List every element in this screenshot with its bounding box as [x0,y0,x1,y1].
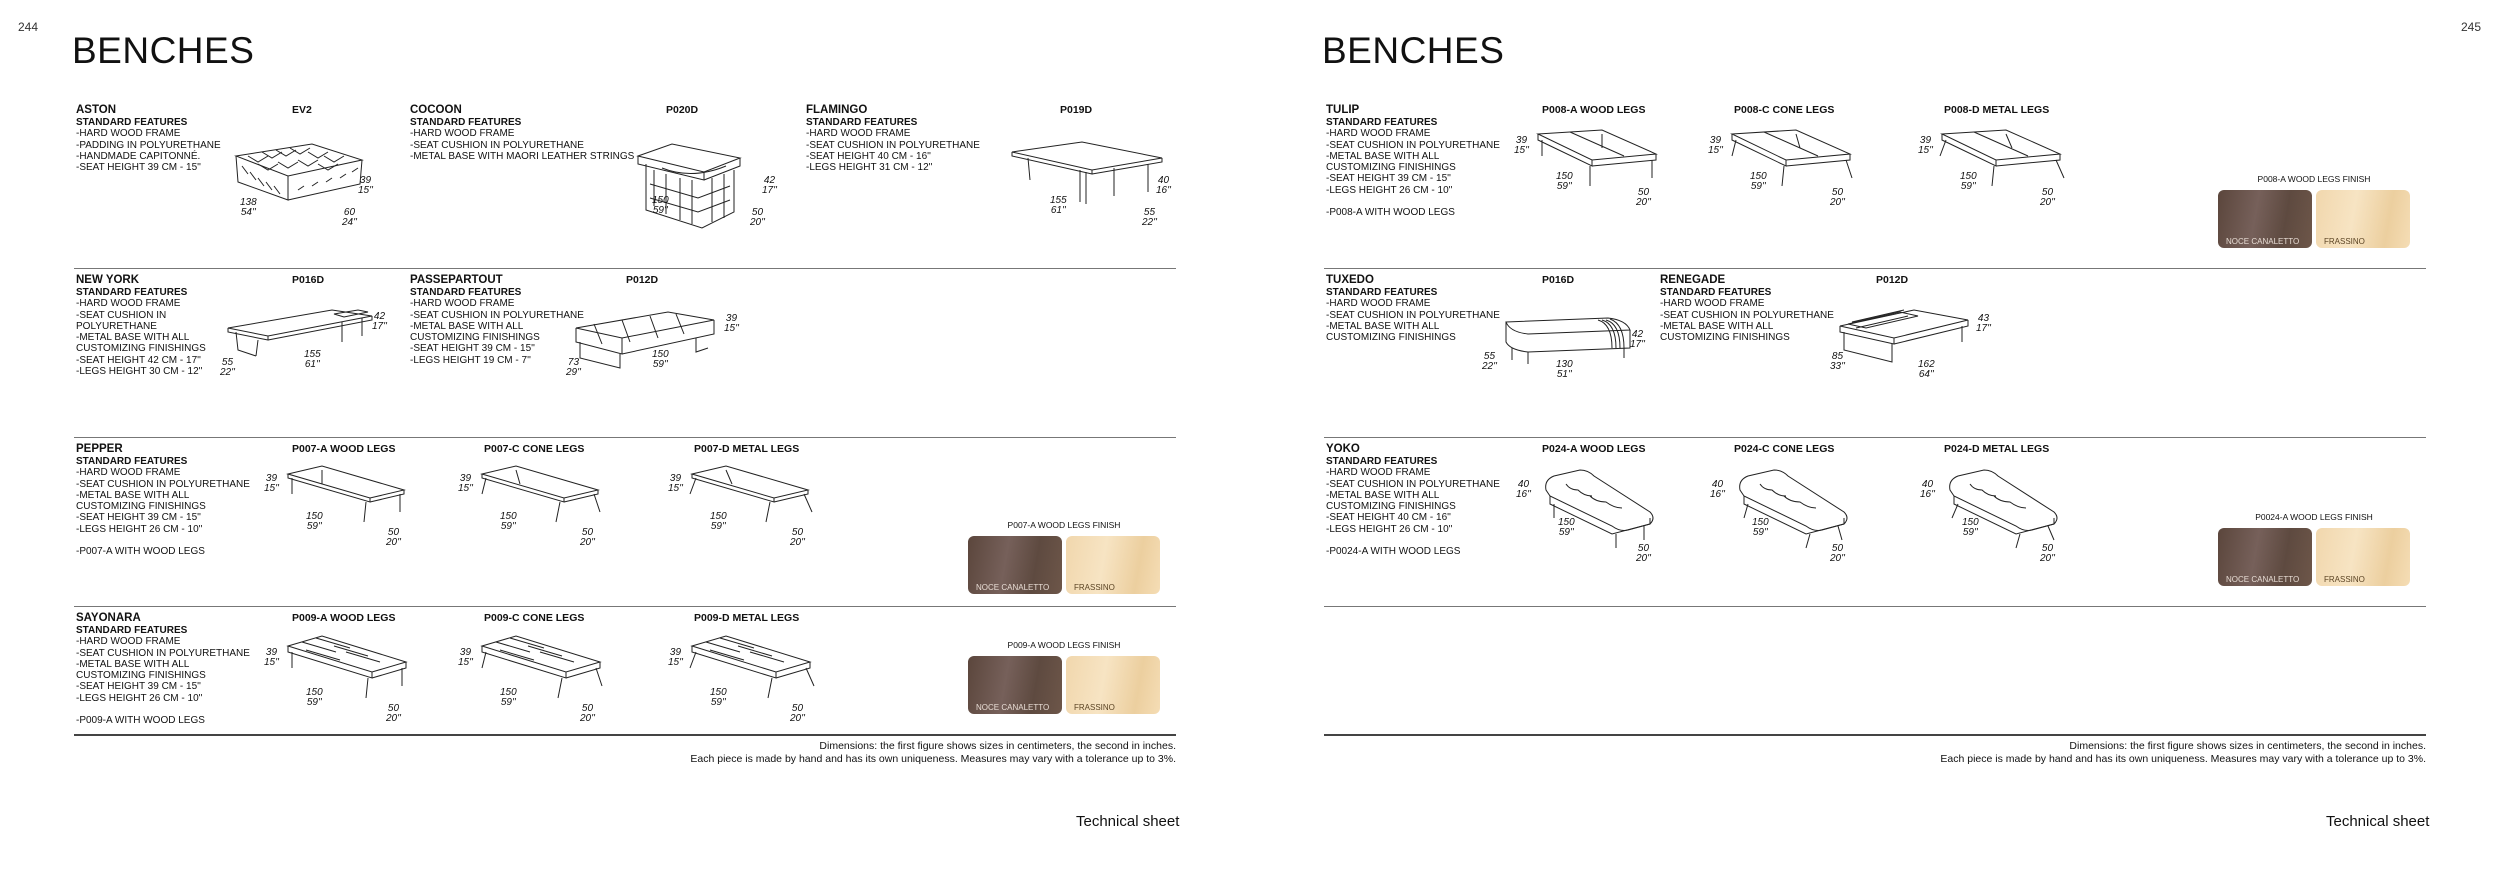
feature-item: -HARD WOOD FRAME [1326,128,1431,140]
tulip-cone-legs-sketch [1726,126,1856,192]
dimension-height: 39 15'' [1918,135,1933,156]
product-new-york [76,274,206,377]
dimension-depth: 50 20'' [750,207,765,228]
product-name: RENEGADE [1660,274,1726,286]
swatch-frassino[interactable] [2316,528,2410,586]
swatch-label: NOCE CANALETTO [976,703,1050,712]
renegade-bench-sketch [1834,302,1974,370]
page-number: 245 [2460,20,2481,34]
dimension-height: 39 15'' [264,473,279,494]
dimension-width: 130 51'' [1556,359,1573,380]
product-code: P024-C CONE LEGS [1734,443,1835,455]
features-title: STANDARD FEATURES [76,456,188,467]
cocoon-bench-sketch [632,140,752,235]
feature-item: -SEAT HEIGHT 40 CM - 16'' [806,150,931,162]
features-title: STANDARD FEATURES [410,117,522,128]
features-title: STANDARD FEATURES [76,287,188,298]
dimension-height: 40 16'' [1156,175,1171,196]
feature-item: -SEAT HEIGHT 40 CM - 16'' [1326,512,1451,524]
feature-item: -SEAT CUSHION IN POLYURETHANE [1326,478,1500,490]
product-note: -P0024-A WITH WOOD LEGS [1326,546,1461,558]
row-divider [74,268,1176,269]
dimension-height: 39 15'' [1708,135,1723,156]
features-title: STANDARD FEATURES [76,625,188,636]
dimension-height: 39 15'' [668,473,683,494]
dimension-width: 150 59'' [1558,517,1575,538]
feature-item: -SEAT CUSHION IN POLYURETHANE [1660,309,1834,321]
feature-item: -METAL BASE WITH ALL [76,332,190,344]
feature-item: -SEAT HEIGHT 42 CM - 17'' [76,354,201,366]
dimension-width: 150 59'' [652,195,669,216]
pepper-wood-legs-sketch [282,464,412,530]
dimension-width: 150 59'' [1960,171,1977,192]
feature-item: CUSTOMIZING FINISHINGS [1326,162,1456,174]
dimensions-footnote [1826,740,2426,766]
dimension-height: 42 17'' [372,311,387,332]
dimension-width: 150 59'' [500,687,517,708]
yoko-wood-legs-sketch [1540,466,1660,552]
dimension-height: 39 15'' [458,647,473,668]
product-code: P007-A WOOD LEGS [292,443,396,455]
dimension-height: 39 15'' [668,647,683,668]
dimension-height: 40 16'' [1710,479,1725,500]
product-sayonara [76,612,250,726]
dimension-depth: 50 20'' [1830,187,1845,208]
product-code: P016D [1542,274,1575,286]
dimension-height: 39 15'' [458,473,473,494]
dimension-depth: 73 29'' [566,357,581,378]
product-name: ASTON [76,104,117,116]
tulip-metal-legs-sketch [1936,126,2066,192]
feature-item: CUSTOMIZING FINISHINGS [1326,332,1456,344]
feature-item: CUSTOMIZING FINISHINGS [1660,332,1790,344]
product-note: -P009-A WITH WOOD LEGS [76,715,205,727]
dimension-height: 42 17'' [1630,329,1645,350]
wood-finish-panel [2218,512,2410,588]
footnote-line: Dimensions: the first figure shows sizes in centimeters, the second in inches. [2069,740,2426,752]
feature-item: -METAL BASE WITH ALL [1326,489,1440,501]
swatch-noce-canaletto[interactable] [2218,528,2312,586]
swatch-frassino[interactable] [1066,536,1160,594]
feature-item: -LEGS HEIGHT 26 CM - 10'' [1326,184,1453,196]
bottom-rule [1324,734,2426,736]
footer-label: Technical sheet [2326,813,2430,830]
page-title: BENCHES [72,30,255,71]
dimension-width: 150 59'' [1750,171,1767,192]
swatch-label: FRASSINO [2324,237,2365,246]
yoko-cone-legs-sketch [1734,466,1854,552]
feature-item: -HARD WOOD FRAME [410,128,515,140]
feature-item: CUSTOMIZING FINISHINGS [76,670,206,682]
features-title: STANDARD FEATURES [76,117,188,128]
dimension-depth: 50 20'' [790,527,805,548]
dimension-width: 150 59'' [710,511,727,532]
dimension-height: 40 16'' [1516,479,1531,500]
features-title: STANDARD FEATURES [1326,456,1438,467]
product-code: P009-D METAL LEGS [694,612,800,624]
dimension-depth: 50 20'' [790,703,805,724]
product-tulip [1326,104,1500,218]
dimension-width: 150 59'' [652,349,669,370]
product-code: P016D [292,274,325,286]
left-page [0,0,1249,877]
product-name: FLAMINGO [806,104,868,116]
product-code: P008-D METAL LEGS [1944,104,2050,116]
features-title: STANDARD FEATURES [806,117,918,128]
product-name: NEW YORK [76,274,140,286]
feature-item: -HARD WOOD FRAME [76,298,181,310]
dimension-width: 162 64'' [1918,359,1935,380]
product-name: PASSEPARTOUT [410,274,503,286]
dimension-width: 150 59'' [306,687,323,708]
dimension-depth: 50 20'' [2040,187,2055,208]
feature-item: CUSTOMIZING FINISHINGS [76,501,206,513]
product-name: PEPPER [76,443,123,455]
feature-item: -METAL BASE WITH ALL [1326,150,1440,162]
feature-item: -HANDMADE CAPITONNÉ. [76,150,201,162]
feature-item: -METAL BASE WITH ALL [410,320,524,332]
feature-item: -SEAT HEIGHT 39 CM - 15'' [76,681,201,693]
bottom-rule [74,734,1176,736]
footnote-line: Each piece is made by hand and has its own uniqueness. Measures may vary with a tolerance up to 3%. [690,753,1176,765]
page-title: BENCHES [1322,30,1505,71]
feature-item: -SEAT CUSHION IN POLYURETHANE [76,478,250,490]
feature-item: -SEAT CUSHION IN [76,309,167,321]
product-code: P024-A WOOD LEGS [1542,443,1646,455]
product-renegade [1660,274,1834,343]
product-code: P009-A WOOD LEGS [292,612,396,624]
product-code: P012D [626,274,659,286]
feature-item: -LEGS HEIGHT 31 CM - 12'' [806,162,933,174]
product-cocoon [410,104,634,162]
feature-item: -SEAT CUSHION IN POLYURETHANE [410,309,584,321]
footer-label: Technical sheet [1076,813,1180,830]
sayonara-wood-legs-sketch [282,634,412,704]
product-name: COCOON [410,104,462,116]
feature-item: -LEGS HEIGHT 19 CM - 7'' [410,354,531,366]
finish-title: P008-A WOOD LEGS FINISH [2257,174,2371,184]
feature-item: -HARD WOOD FRAME [76,636,181,648]
swatch-label: NOCE CANALETTO [2226,237,2300,246]
row-divider [74,606,1176,607]
features-title: STANDARD FEATURES [1660,287,1772,298]
product-name: SAYONARA [76,612,141,624]
dimension-depth: 50 20'' [1830,543,1845,564]
sayonara-metal-legs-sketch [686,634,816,704]
product-code: P020D [666,104,699,116]
feature-item: -METAL BASE WITH ALL [1326,320,1440,332]
new-york-bench-sketch [222,306,382,366]
row-divider [1324,268,2426,269]
feature-item: -HARD WOOD FRAME [1326,298,1431,310]
dimension-height: 42 17'' [762,175,777,196]
feature-item: -SEAT CUSHION IN POLYURETHANE [1326,139,1500,151]
features-title: STANDARD FEATURES [1326,117,1438,128]
swatch-label: FRASSINO [1074,583,1115,592]
dimension-depth: 50 20'' [2040,543,2055,564]
feature-item: -HARD WOOD FRAME [806,128,911,140]
feature-item: -METAL BASE WITH ALL [76,489,190,501]
row-divider [74,437,1176,438]
wood-finish-panel [2218,174,2410,250]
product-code: P008-A WOOD LEGS [1542,104,1646,116]
feature-item: -SEAT HEIGHT 39 CM - 15'' [1326,173,1451,185]
dimension-depth: 50 20'' [580,703,595,724]
feature-item: -SEAT CUSHION IN POLYURETHANE [410,139,584,151]
dimension-depth: 55 22'' [1482,351,1497,372]
dimension-height: 39 15'' [264,647,279,668]
feature-item: -LEGS HEIGHT 26 CM - 10'' [76,523,203,535]
swatch-noce-canaletto[interactable] [968,656,1062,714]
feature-item: -METAL BASE WITH ALL [76,658,190,670]
feature-item: POLYURETHANE [76,320,157,332]
product-code: P008-C CONE LEGS [1734,104,1835,116]
dimension-depth: 50 20'' [1636,543,1651,564]
feature-item: -LEGS HEIGHT 30 CM - 12'' [76,366,203,378]
flamingo-bench-sketch [1008,140,1168,210]
dimension-height: 43 17'' [1976,313,1991,334]
swatch-frassino[interactable] [1066,656,1160,714]
product-code: P024-D METAL LEGS [1944,443,2050,455]
dimension-height: 39 15'' [1514,135,1529,156]
feature-item: -HARD WOOD FRAME [1326,467,1431,479]
product-flamingo [806,104,980,173]
feature-item: -PADDING IN POLYURETHANE [76,139,221,151]
dimension-depth: 85 33'' [1830,351,1845,372]
dimension-width: 150 59'' [306,511,323,532]
feature-item: -HARD WOOD FRAME [76,467,181,479]
product-tuxedo [1326,274,1500,343]
product-note: -P007-A WITH WOOD LEGS [76,546,205,558]
swatch-label: NOCE CANALETTO [2226,575,2300,584]
finish-title: P009-A WOOD LEGS FINISH [1007,640,1121,650]
product-passepartout [410,274,584,366]
dimension-width: 138 54'' [240,197,257,218]
wood-finish-panel [968,520,1160,596]
dimensions-footnote [576,740,1176,766]
feature-item: -HARD WOOD FRAME [1660,298,1765,310]
feature-item: CUSTOMIZING FINISHINGS [410,332,540,344]
footnote-line: Dimensions: the first figure shows sizes in centimeters, the second in inches. [819,740,1176,752]
feature-item: -SEAT CUSHION IN POLYURETHANE [806,139,980,151]
swatch-noce-canaletto[interactable] [968,536,1062,594]
feature-item: -HARD WOOD FRAME [410,298,515,310]
dimension-depth: 50 20'' [386,527,401,548]
finish-title: P007-A WOOD LEGS FINISH [1007,520,1121,530]
right-page [1250,0,2499,877]
feature-item: -SEAT HEIGHT 39 CM - 15'' [410,343,535,355]
footnote-line: Each piece is made by hand and has its own uniqueness. Measures may vary with a tolerance up to 3%. [1940,753,2426,765]
product-yoko [1326,443,1500,557]
wood-finish-panel [968,640,1160,716]
product-code: P007-C CONE LEGS [484,443,585,455]
tulip-wood-legs-sketch [1532,126,1662,192]
dimension-height: 39 15'' [724,313,739,334]
dimension-width: 150 59'' [500,511,517,532]
product-pepper [76,443,250,557]
product-code: P009-C CONE LEGS [484,612,585,624]
features-title: STANDARD FEATURES [1326,287,1438,298]
product-name: TUXEDO [1326,274,1374,286]
product-code: P007-D METAL LEGS [694,443,800,455]
feature-item: -SEAT CUSHION IN POLYURETHANE [76,647,250,659]
dimension-depth: 55 22'' [220,357,235,378]
product-note: -P008-A WITH WOOD LEGS [1326,207,1455,219]
dimension-height: 40 16'' [1920,479,1935,500]
feature-item: -LEGS HEIGHT 26 CM - 10'' [1326,523,1453,535]
features-title: STANDARD FEATURES [410,287,522,298]
dimension-depth: 50 20'' [1636,187,1651,208]
feature-item: -SEAT CUSHION IN POLYURETHANE [1326,309,1500,321]
product-aston [76,104,221,173]
page-number: 244 [18,20,39,34]
product-code: P019D [1060,104,1093,116]
feature-item: -LEGS HEIGHT 26 CM - 10'' [76,692,203,704]
pepper-cone-legs-sketch [476,464,606,530]
feature-item: CUSTOMIZING FINISHINGS [76,343,206,355]
dimension-width: 150 59'' [1556,171,1573,192]
product-code: EV2 [292,104,312,116]
swatch-label: FRASSINO [1074,703,1115,712]
swatch-noce-canaletto[interactable] [2218,190,2312,248]
dimension-depth: 55 22'' [1142,207,1157,228]
dimension-width: 155 61'' [304,349,321,370]
row-divider [1324,437,2426,438]
passepartout-bench-sketch [572,308,722,374]
feature-item: -METAL BASE WITH MAORI LEATHER STRINGS [410,150,635,162]
yoko-metal-legs-sketch [1944,466,2064,552]
sayonara-cone-legs-sketch [476,634,606,704]
dimension-depth: 50 20'' [580,527,595,548]
feature-item: CUSTOMIZING FINISHINGS [1326,501,1456,513]
dimension-width: 150 59'' [710,687,727,708]
swatch-label: FRASSINO [2324,575,2365,584]
finish-title: P0024-A WOOD LEGS FINISH [2255,512,2373,522]
product-name: TULIP [1326,104,1360,116]
dimension-height: 39 15'' [358,175,373,196]
swatch-label: NOCE CANALETTO [976,583,1050,592]
product-code: P012D [1876,274,1909,286]
dimension-depth: 60 24'' [342,207,357,228]
feature-item: -SEAT HEIGHT 39 CM - 15'' [76,162,201,174]
pepper-metal-legs-sketch [686,464,816,530]
swatch-frassino[interactable] [2316,190,2410,248]
dimension-depth: 50 20'' [386,703,401,724]
feature-item: -METAL BASE WITH ALL [1660,320,1774,332]
row-divider [1324,606,2426,607]
feature-item: -HARD WOOD FRAME [76,128,181,140]
dimension-width: 150 59'' [1752,517,1769,538]
product-name: YOKO [1326,443,1360,455]
dimension-width: 150 59'' [1962,517,1979,538]
dimension-width: 155 61'' [1050,195,1067,216]
feature-item: -SEAT HEIGHT 39 CM - 15'' [76,512,201,524]
